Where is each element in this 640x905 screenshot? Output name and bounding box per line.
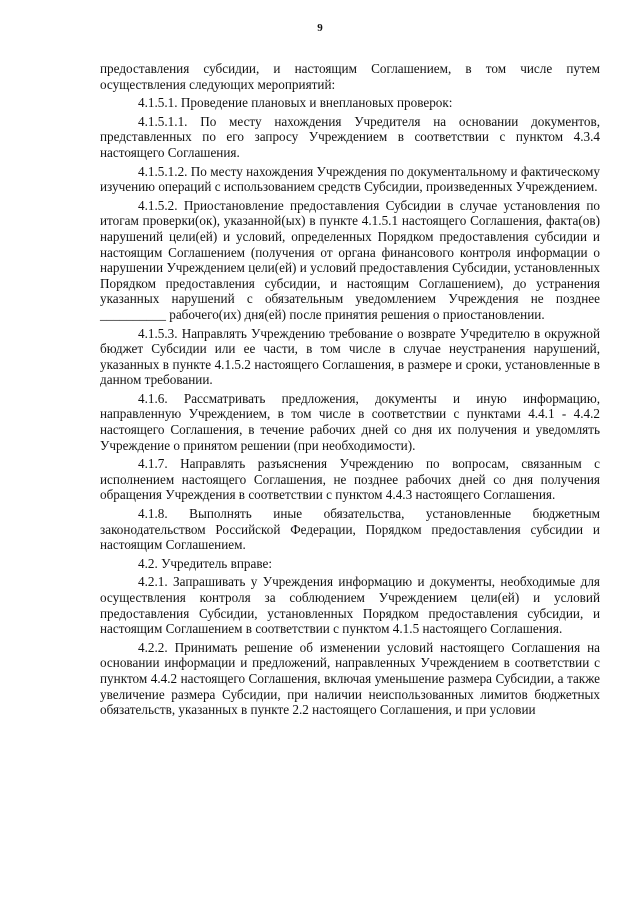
- paragraph: предоставления субсидии, и настоящим Соглашением, в том числе путем осуществления следующих мероприятий:: [100, 61, 600, 92]
- paragraph: 4.1.5.2. Приостановление предоставления Субсидии в случае установления по итогам проверки(ок), указанной(ых) в пункте 4.1.5.1 настоящего Соглашения, факта(ов) нарушений цели(ей) и условий, определенных Порядком предоставления субсидии и настоящим Соглашением (получения от органа финансового контроля информации о нарушении Учреждением цели(ей) и условий предоставления Субсидии, установленных Порядком предоставления субсидии, и настоящим Соглашением), до устранения указанных нарушений с обязательным уведомлением Учреждения не позднее __________ рабочего(их) дня(ей) после принятия решения о приостановлении.: [100, 197, 600, 322]
- paragraph: 4.2. Учредитель вправе:: [138, 555, 272, 571]
- paragraph: 4.1.8. Выполнять иные обязательства, установленные бюджетным законодательством Российской Федерации, Порядком предоставления субсидии и настоящим Соглашением.: [100, 506, 600, 553]
- paragraph: 4.1.5.1.1. По месту нахождения Учредителя на основании документов, представленных по его запросу Учреждением в соответствии с пунктом 4.3.4 настоящего Соглашения.: [100, 113, 600, 160]
- paragraph: 4.2.1. Запрашивать у Учреждения информацию и документы, необходимые для осуществления контроля за соблюдением Учреждением цели(ей) и условий предоставления Субсидии, установленных Порядком предоставления субсидии, и настоящим Соглашением в соответствии с пунктом 4.1.5 настоящего Соглашения.: [100, 574, 600, 637]
- paragraph: 4.2.2. Принимать решение об изменении условий настоящего Соглашения на основании информации и предложений, направленных Учреждением в соответствии с пунктом 4.4.2 настоящего Соглашения, включая уменьшение размера Субсидии, а также увеличение размера Субсидии, при наличии неиспользованных лимитов бюджетных обязательств, указанных в пункте 2.2 настоящего Соглашения, и при условии: [100, 639, 600, 718]
- paragraph: 4.1.5.3. Направлять Учреждению требование о возврате Учредителю в окружной бюджет Субсидии или ее части, в том числе в случае неустранения нарушений, указанных в пункте 4.1.5.2 настоящего Соглашения, в размере и сроки, установленные в данном требовании.: [100, 325, 600, 388]
- document-body: [100, 61, 600, 721]
- page-number: 9: [317, 22, 323, 34]
- paragraph: 4.1.7. Направлять разъяснения Учреждению по вопросам, связанным с исполнением настоящего Соглашения, не позднее рабочих дней со дня получения обращения Учреждения в соответствии с пунктом 4.4.3 настоящего Соглашения.: [100, 456, 600, 503]
- paragraph: 4.1.5.1.2. По месту нахождения Учреждения по документальному и фактическому изучению операций с использованием средств Субсидии, произведенных Учреждением.: [100, 163, 600, 195]
- paragraph: 4.1.5.1. Проведение плановых и внеплановых проверок:: [138, 95, 453, 111]
- paragraph: 4.1.6. Рассматривать предложения, документы и иную информацию, направленную Учреждением, в том числе в соответствии с пунктами 4.4.1 - 4.4.2 настоящего Соглашения, в течение рабочих дней со дня их получения и уведомлять Учреждение о принятом решении (при необходимости).: [100, 390, 600, 453]
